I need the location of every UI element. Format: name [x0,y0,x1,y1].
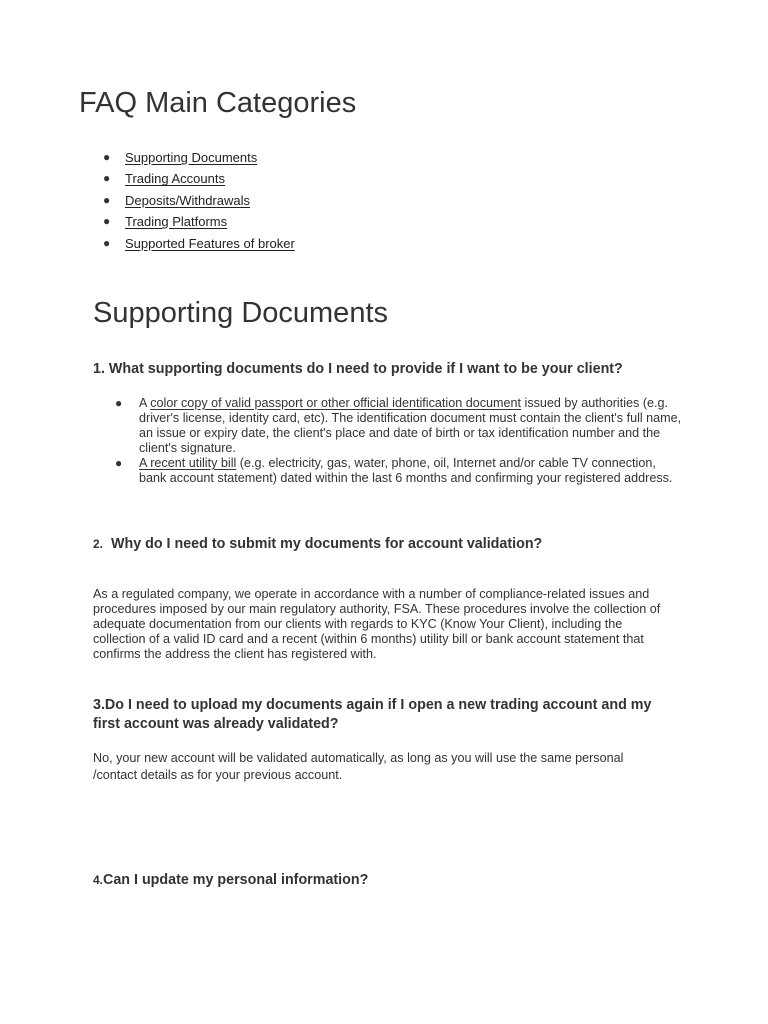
question-2 [93,535,713,554]
toc-link-supported-features[interactable]: Supported Features of broker [125,235,295,251]
page-title: FAQ Main Categories [79,87,357,119]
list-item [100,212,500,233]
toc-link-trading-accounts[interactable]: Trading Accounts [125,171,225,187]
list-item [100,234,500,255]
bullet-icon: ● [115,456,123,470]
toc-link-deposits-withdrawals[interactable]: Deposits/Withdrawals [125,192,250,208]
bullet-icon: ● [103,171,111,186]
question-4 [93,871,693,890]
question-2-number: 2. [93,537,104,551]
list-item [100,169,500,190]
bullet-icon: ● [115,396,123,410]
answer-3: No, your new account will be validated automatically, as long as you will use the same personal /contact details as for your previous account. [93,751,624,782]
question-4-text: Can I update my personal information? [103,872,369,888]
question-2-text: Why do I need to submit my documents for account validation? [110,536,543,552]
faq-category-list [100,148,500,255]
list-item [100,191,500,212]
answer-1-item-1-prefix: A [139,396,151,410]
bullet-icon: ● [103,192,111,207]
list-item [100,148,500,169]
utility-bill-link[interactable]: A recent utility bill [139,456,237,470]
question-1: 1. What supporting documents do I need to provide if I want to be your client? [93,361,623,377]
bullet-icon: ● [103,214,111,229]
question-4-number: 4. [93,873,104,887]
toc-link-trading-platforms[interactable]: Trading Platforms [125,214,228,230]
toc-link-supporting-documents[interactable]: Supporting Documents [125,150,258,165]
list-item [115,396,685,456]
bullet-icon: ● [103,150,111,164]
answer-1-item-1-text: issued by authorities (e.g. driver's license, identity card, etc). The identification document must contain the client's full name, an issue or expiry date, the client's place and date of birth or tax identification number and the client's signature. [139,396,682,455]
answer-1-item-2-text: (e.g. electricity, gas, water, phone, oil, Internet and/or cable TV connection, bank account statement) dated within the last 6 months and confirming your registered address. [139,456,673,485]
question-3: 3.Do I need to upload my documents again if I open a new trading account and my first account was already validated? [93,697,652,732]
passport-document-link[interactable]: color copy of valid passport or other official identification document [150,396,522,410]
answer-1-list [115,396,685,486]
section-title: Supporting Documents [93,297,388,329]
answer-2: As a regulated company, we operate in accordance with a number of compliance-related issues and procedures imposed by our main regulatory authority, FSA. These procedures involve the collection of adequate documentation from our clients with regards to KYC (Know Your Client), including the collection of a valid ID card and a recent (within 6 months) utility bill or bank account statement that confirms the address the client has registered with. [93,587,661,661]
bullet-icon: ● [103,235,111,250]
list-item [115,456,685,486]
